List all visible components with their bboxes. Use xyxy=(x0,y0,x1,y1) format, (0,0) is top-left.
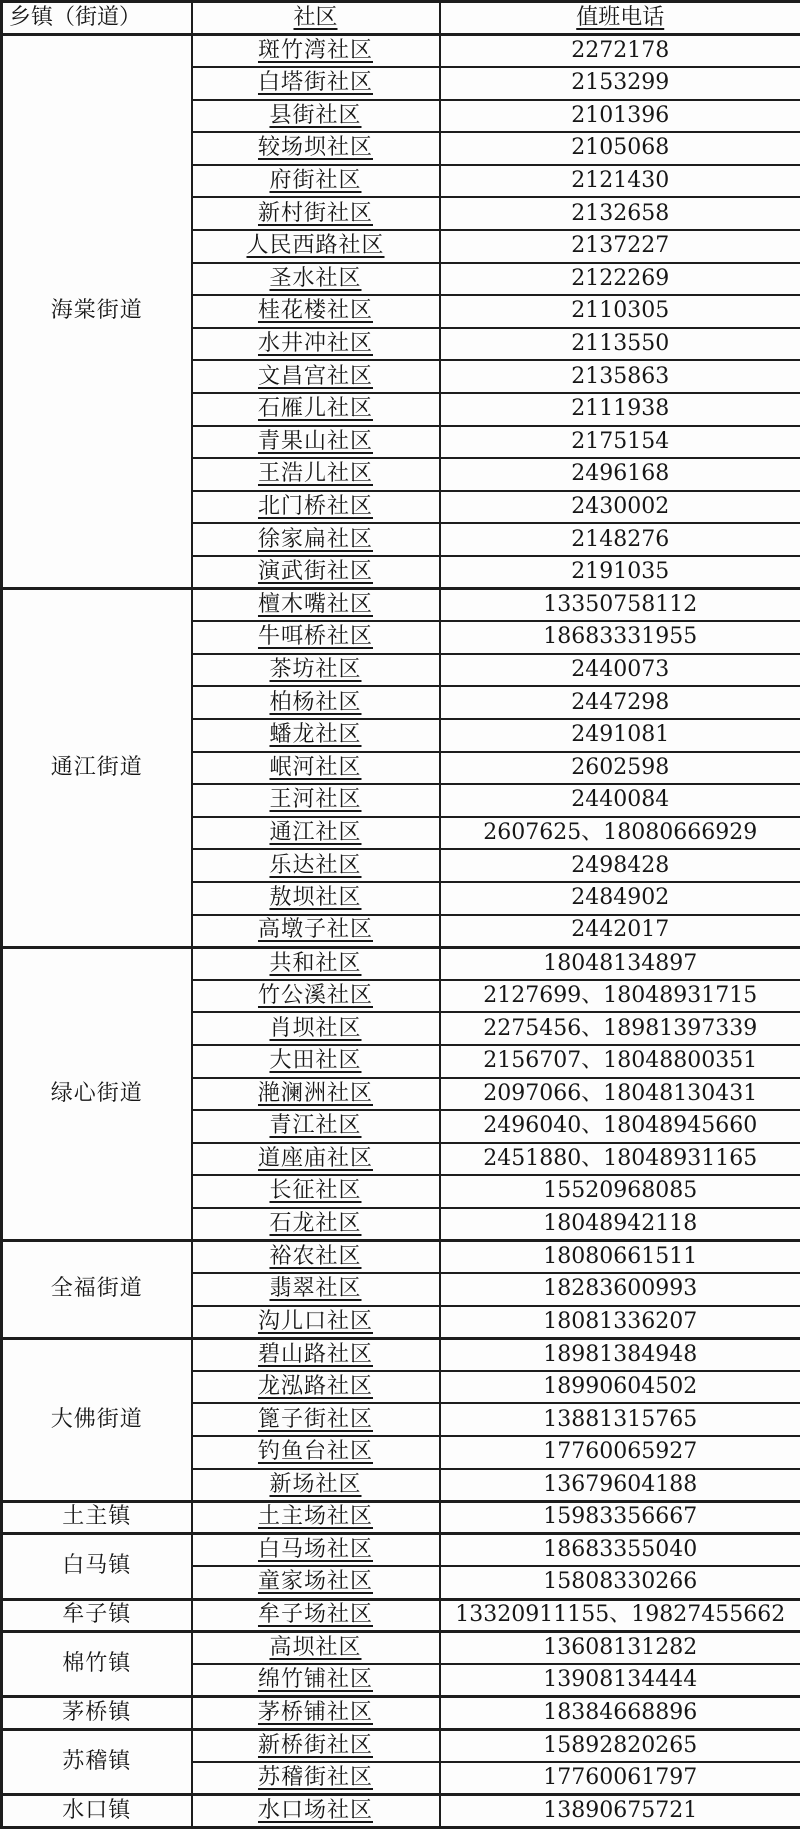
community-cell: 青果山社区 xyxy=(192,426,440,459)
township-cell: 茅桥镇 xyxy=(2,1697,192,1730)
phone-cell: 2113550 xyxy=(440,328,800,361)
phone-cell: 13350758112 xyxy=(440,589,800,622)
township-cell: 水口镇 xyxy=(2,1795,192,1828)
community-cell: 演武街社区 xyxy=(192,556,440,589)
township-cell: 大佛街道 xyxy=(2,1338,192,1501)
community-cell: 肖坝社区 xyxy=(192,1012,440,1045)
community-cell: 石雁儿社区 xyxy=(192,393,440,426)
phone-cell: 18683331955 xyxy=(440,621,800,654)
phone-cell: 2491081 xyxy=(440,719,800,752)
table-row xyxy=(2,1501,800,1534)
community-cell: 长征社区 xyxy=(192,1175,440,1208)
community-cell: 土主场社区 xyxy=(192,1501,440,1534)
community-cell: 竹公溪社区 xyxy=(192,980,440,1013)
township-cell: 通江街道 xyxy=(2,589,192,948)
community-cell: 蟠龙社区 xyxy=(192,719,440,752)
phone-cell: 17760065927 xyxy=(440,1436,800,1469)
phone-cell: 2122269 xyxy=(440,263,800,296)
phone-cell: 13908134444 xyxy=(440,1664,800,1697)
community-cell: 文昌宫社区 xyxy=(192,360,440,393)
phone-cell: 18990604502 xyxy=(440,1371,800,1404)
phone-cell: 2191035 xyxy=(440,556,800,589)
phone-cell: 2602598 xyxy=(440,752,800,785)
community-cell: 高坝社区 xyxy=(192,1632,440,1665)
table-row xyxy=(2,1534,800,1567)
phone-cell: 15892820265 xyxy=(440,1729,800,1762)
community-cell: 翡翠社区 xyxy=(192,1273,440,1306)
phone-cell: 2127699、18048931715 xyxy=(440,980,800,1013)
phone-cell: 18283600993 xyxy=(440,1273,800,1306)
community-cell: 新村街社区 xyxy=(192,197,440,230)
phone-cell: 2496040、18048945660 xyxy=(440,1110,800,1143)
community-cell: 斑竹湾社区 xyxy=(192,35,440,68)
community-cell: 县街社区 xyxy=(192,100,440,133)
phone-cell: 2451880、18048931165 xyxy=(440,1143,800,1176)
phone-cell: 2132658 xyxy=(440,197,800,230)
table-row xyxy=(2,1697,800,1730)
phone-cell: 2175154 xyxy=(440,426,800,459)
table-row xyxy=(2,1795,800,1828)
community-cell: 大田社区 xyxy=(192,1045,440,1078)
phone-cell: 2440084 xyxy=(440,784,800,817)
community-cell: 白马场社区 xyxy=(192,1534,440,1567)
community-cell: 道座庙社区 xyxy=(192,1143,440,1176)
table-row xyxy=(2,589,800,622)
community-cell: 石龙社区 xyxy=(192,1208,440,1241)
township-cell: 全福街道 xyxy=(2,1240,192,1338)
community-cell: 圣水社区 xyxy=(192,263,440,296)
phone-cell: 18981384948 xyxy=(440,1338,800,1371)
phone-cell: 2153299 xyxy=(440,67,800,100)
phone-cell: 18048942118 xyxy=(440,1208,800,1241)
community-cell: 滟澜洲社区 xyxy=(192,1078,440,1111)
phone-cell: 2496168 xyxy=(440,458,800,491)
phone-cell: 2137227 xyxy=(440,230,800,263)
community-cell: 新场社区 xyxy=(192,1469,440,1502)
phone-cell: 15808330266 xyxy=(440,1566,800,1599)
table-row xyxy=(2,1338,800,1371)
phone-cell: 2097066、18048130431 xyxy=(440,1078,800,1111)
phone-cell: 2111938 xyxy=(440,393,800,426)
phone-cell: 2272178 xyxy=(440,35,800,68)
phone-cell: 13320911155、19827455662 xyxy=(440,1599,800,1632)
community-cell: 新桥街社区 xyxy=(192,1729,440,1762)
community-cell: 檀木嘴社区 xyxy=(192,589,440,622)
community-cell: 青江社区 xyxy=(192,1110,440,1143)
phone-cell: 18048134897 xyxy=(440,947,800,980)
community-cell: 苏稽街社区 xyxy=(192,1762,440,1795)
header-community: 社区 xyxy=(192,2,440,35)
community-cell: 碧山路社区 xyxy=(192,1338,440,1371)
phone-cell: 18683355040 xyxy=(440,1534,800,1567)
community-cell: 水口场社区 xyxy=(192,1795,440,1828)
community-cell: 通江社区 xyxy=(192,817,440,850)
community-cell: 龙泓路社区 xyxy=(192,1371,440,1404)
phone-cell: 18081336207 xyxy=(440,1306,800,1339)
phone-cell: 2101396 xyxy=(440,100,800,133)
community-cell: 童家场社区 xyxy=(192,1566,440,1599)
phone-cell: 13608131282 xyxy=(440,1632,800,1665)
header-phone: 值班电话 xyxy=(440,2,800,35)
township-cell: 白马镇 xyxy=(2,1534,192,1599)
township-cell: 牟子镇 xyxy=(2,1599,192,1632)
township-cell: 棉竹镇 xyxy=(2,1632,192,1697)
community-cell: 牟子场社区 xyxy=(192,1599,440,1632)
community-cell: 王河社区 xyxy=(192,784,440,817)
township-cell: 土主镇 xyxy=(2,1501,192,1534)
township-cell: 苏稽镇 xyxy=(2,1729,192,1794)
community-cell: 徐家扁社区 xyxy=(192,523,440,556)
phone-cell: 2110305 xyxy=(440,295,800,328)
table-row xyxy=(2,35,800,68)
phone-cell: 13881315765 xyxy=(440,1403,800,1436)
community-cell: 岷河社区 xyxy=(192,752,440,785)
community-cell: 北门桥社区 xyxy=(192,491,440,524)
phone-cell: 2430002 xyxy=(440,491,800,524)
table-row xyxy=(2,1240,800,1273)
table-row xyxy=(2,1729,800,1762)
phone-cell: 15983356667 xyxy=(440,1501,800,1534)
phone-cell: 2121430 xyxy=(440,165,800,198)
phone-cell: 2442017 xyxy=(440,915,800,948)
community-cell: 牛咡桥社区 xyxy=(192,621,440,654)
phone-cell: 2148276 xyxy=(440,523,800,556)
phone-cell: 2135863 xyxy=(440,360,800,393)
community-cell: 桂花楼社区 xyxy=(192,295,440,328)
community-cell: 高墩子社区 xyxy=(192,915,440,948)
community-cell: 府街社区 xyxy=(192,165,440,198)
community-cell: 沟儿口社区 xyxy=(192,1306,440,1339)
community-cell: 白塔街社区 xyxy=(192,67,440,100)
phone-cell: 2275456、18981397339 xyxy=(440,1012,800,1045)
phone-cell: 2440073 xyxy=(440,654,800,687)
table-row xyxy=(2,1632,800,1665)
phone-cell: 2105068 xyxy=(440,132,800,165)
phone-cell: 13679604188 xyxy=(440,1469,800,1502)
header-township: 乡镇（街道） xyxy=(2,2,192,35)
community-cell: 钓鱼台社区 xyxy=(192,1436,440,1469)
phone-cell: 2447298 xyxy=(440,686,800,719)
phone-cell: 18384668896 xyxy=(440,1697,800,1730)
community-cell: 裕农社区 xyxy=(192,1240,440,1273)
community-cell: 共和社区 xyxy=(192,947,440,980)
phone-cell: 17760061797 xyxy=(440,1762,800,1795)
community-cell: 水井冲社区 xyxy=(192,328,440,361)
community-cell: 王浩儿社区 xyxy=(192,458,440,491)
phone-cell: 2156707、18048800351 xyxy=(440,1045,800,1078)
community-cell: 较场坝社区 xyxy=(192,132,440,165)
community-cell: 茶坊社区 xyxy=(192,654,440,687)
community-cell: 茅桥铺社区 xyxy=(192,1697,440,1730)
phone-cell: 15520968085 xyxy=(440,1175,800,1208)
table-row xyxy=(2,947,800,980)
phone-cell: 2607625、18080666929 xyxy=(440,817,800,850)
community-cell: 篦子街社区 xyxy=(192,1403,440,1436)
phone-cell: 2484902 xyxy=(440,882,800,915)
table-row xyxy=(2,1599,800,1632)
township-cell: 绿心街道 xyxy=(2,947,192,1240)
community-cell: 敖坝社区 xyxy=(192,882,440,915)
community-cell: 乐达社区 xyxy=(192,849,440,882)
community-cell: 人民西路社区 xyxy=(192,230,440,263)
phone-cell: 18080661511 xyxy=(440,1240,800,1273)
phone-cell: 2498428 xyxy=(440,849,800,882)
community-cell: 绵竹铺社区 xyxy=(192,1664,440,1697)
township-cell: 海棠街道 xyxy=(2,35,192,589)
header-row xyxy=(2,2,800,35)
phone-cell: 13890675721 xyxy=(440,1795,800,1828)
community-cell: 柏杨社区 xyxy=(192,686,440,719)
